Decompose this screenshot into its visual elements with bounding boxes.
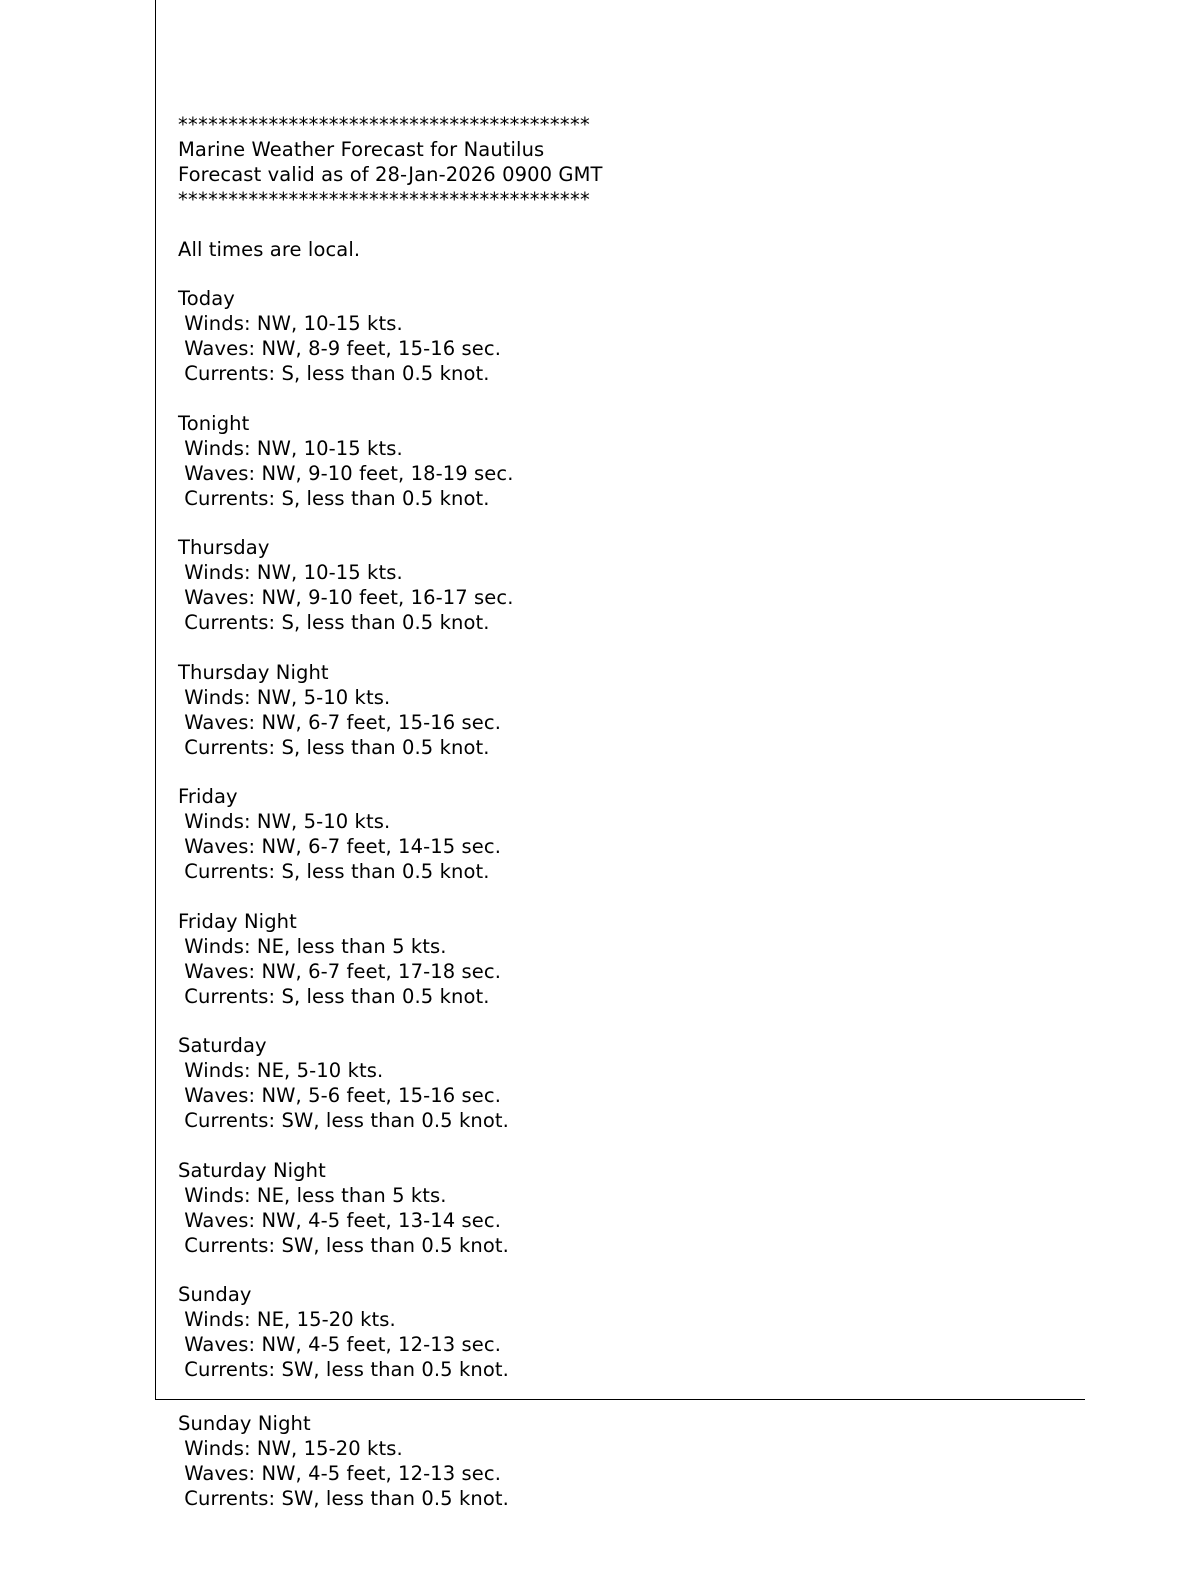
period-waves: Waves: NW, 6-7 feet, 15-16 sec. <box>178 710 501 734</box>
period-winds: Winds: NE, 15-20 kts. <box>178 1308 396 1332</box>
period-currents: Currents: SW, less than 0.5 knot. <box>178 1109 509 1133</box>
period-name: Friday <box>178 785 238 809</box>
forecast-period <box>178 910 1078 1010</box>
forecast-period <box>178 412 1078 512</box>
divider-bottom: ***************************************** <box>178 187 591 211</box>
period-waves: Waves: NW, 6-7 feet, 17-18 sec. <box>178 959 501 983</box>
period-currents: Currents: S, less than 0.5 knot. <box>178 486 490 510</box>
period-winds: Winds: NW, 5-10 kts. <box>178 685 391 709</box>
spacer <box>178 1134 1078 1159</box>
period-winds: Winds: NE, 5-10 kts. <box>178 1059 384 1083</box>
period-name: Today <box>178 287 235 311</box>
forecast-period <box>178 1159 1078 1259</box>
spacer <box>178 760 1078 785</box>
period-waves: Waves: NW, 4-5 feet, 12-13 sec. <box>178 1333 501 1357</box>
period-currents: Currents: S, less than 0.5 knot. <box>178 362 490 386</box>
period-winds: Winds: NW, 10-15 kts. <box>178 312 403 336</box>
period-name: Thursday Night <box>178 660 329 684</box>
period-waves: Waves: NW, 5-6 feet, 15-16 sec. <box>178 1084 501 1108</box>
spacer <box>178 885 1078 910</box>
forecast-overflow <box>178 1412 1078 1512</box>
period-waves: Waves: NW, 8-9 feet, 15-16 sec. <box>178 337 501 361</box>
period-currents: Currents: S, less than 0.5 knot. <box>178 860 490 884</box>
spacer <box>178 511 1078 536</box>
period-name: Friday Night <box>178 909 297 933</box>
forecast-period <box>178 661 1078 761</box>
period-currents: Currents: S, less than 0.5 knot. <box>178 735 490 759</box>
forecast-period <box>178 785 1078 885</box>
period-currents: Currents: S, less than 0.5 knot. <box>178 984 490 1008</box>
period-name: Thursday <box>178 536 270 560</box>
period-waves: Waves: NW, 9-10 feet, 16-17 sec. <box>178 586 514 610</box>
forecast-period <box>178 1283 1078 1383</box>
period-currents: Currents: S, less than 0.5 knot. <box>178 611 490 635</box>
period-name: Tonight <box>178 411 250 435</box>
forecast-period <box>178 536 1078 636</box>
period-winds: Winds: NE, less than 5 kts. <box>178 934 447 958</box>
period-winds: Winds: NW, 10-15 kts. <box>178 436 403 460</box>
period-currents: Currents: SW, less than 0.5 knot. <box>178 1486 509 1510</box>
forecast-period <box>178 1412 1078 1512</box>
period-waves: Waves: NW, 6-7 feet, 14-15 sec. <box>178 835 501 859</box>
period-currents: Currents: SW, less than 0.5 knot. <box>178 1358 509 1382</box>
period-name: Saturday Night <box>178 1158 326 1182</box>
local-times-note: All times are local. <box>178 237 361 261</box>
period-winds: Winds: NW, 15-20 kts. <box>178 1436 403 1460</box>
period-winds: Winds: NW, 5-10 kts. <box>178 810 391 834</box>
period-winds: Winds: NW, 10-15 kts. <box>178 561 403 585</box>
divider-top: ***************************************** <box>178 113 591 136</box>
spacer <box>178 1010 1078 1035</box>
forecast-period <box>178 1034 1078 1134</box>
period-waves: Waves: NW, 4-5 feet, 13-14 sec. <box>178 1208 501 1232</box>
spacer <box>178 387 1078 412</box>
period-waves: Waves: NW, 4-5 feet, 12-13 sec. <box>178 1461 501 1485</box>
period-name: Saturday <box>178 1034 267 1058</box>
spacer <box>178 213 1078 238</box>
forecast-validity: Forecast valid as of 28-Jan-2026 0900 GMT <box>178 162 603 186</box>
period-currents: Currents: SW, less than 0.5 knot. <box>178 1233 509 1257</box>
spacer <box>178 262 1078 287</box>
period-winds: Winds: NE, less than 5 kts. <box>178 1183 447 1207</box>
period-waves: Waves: NW, 9-10 feet, 18-19 sec. <box>178 461 514 485</box>
period-name: Sunday <box>178 1283 252 1307</box>
forecast-body <box>178 113 1078 1383</box>
spacer <box>178 636 1078 661</box>
forecast-period <box>178 287 1078 387</box>
period-name: Sunday Night <box>178 1412 311 1435</box>
forecast-title: Marine Weather Forecast for Nautilus <box>178 137 545 161</box>
spacer <box>178 1259 1078 1284</box>
